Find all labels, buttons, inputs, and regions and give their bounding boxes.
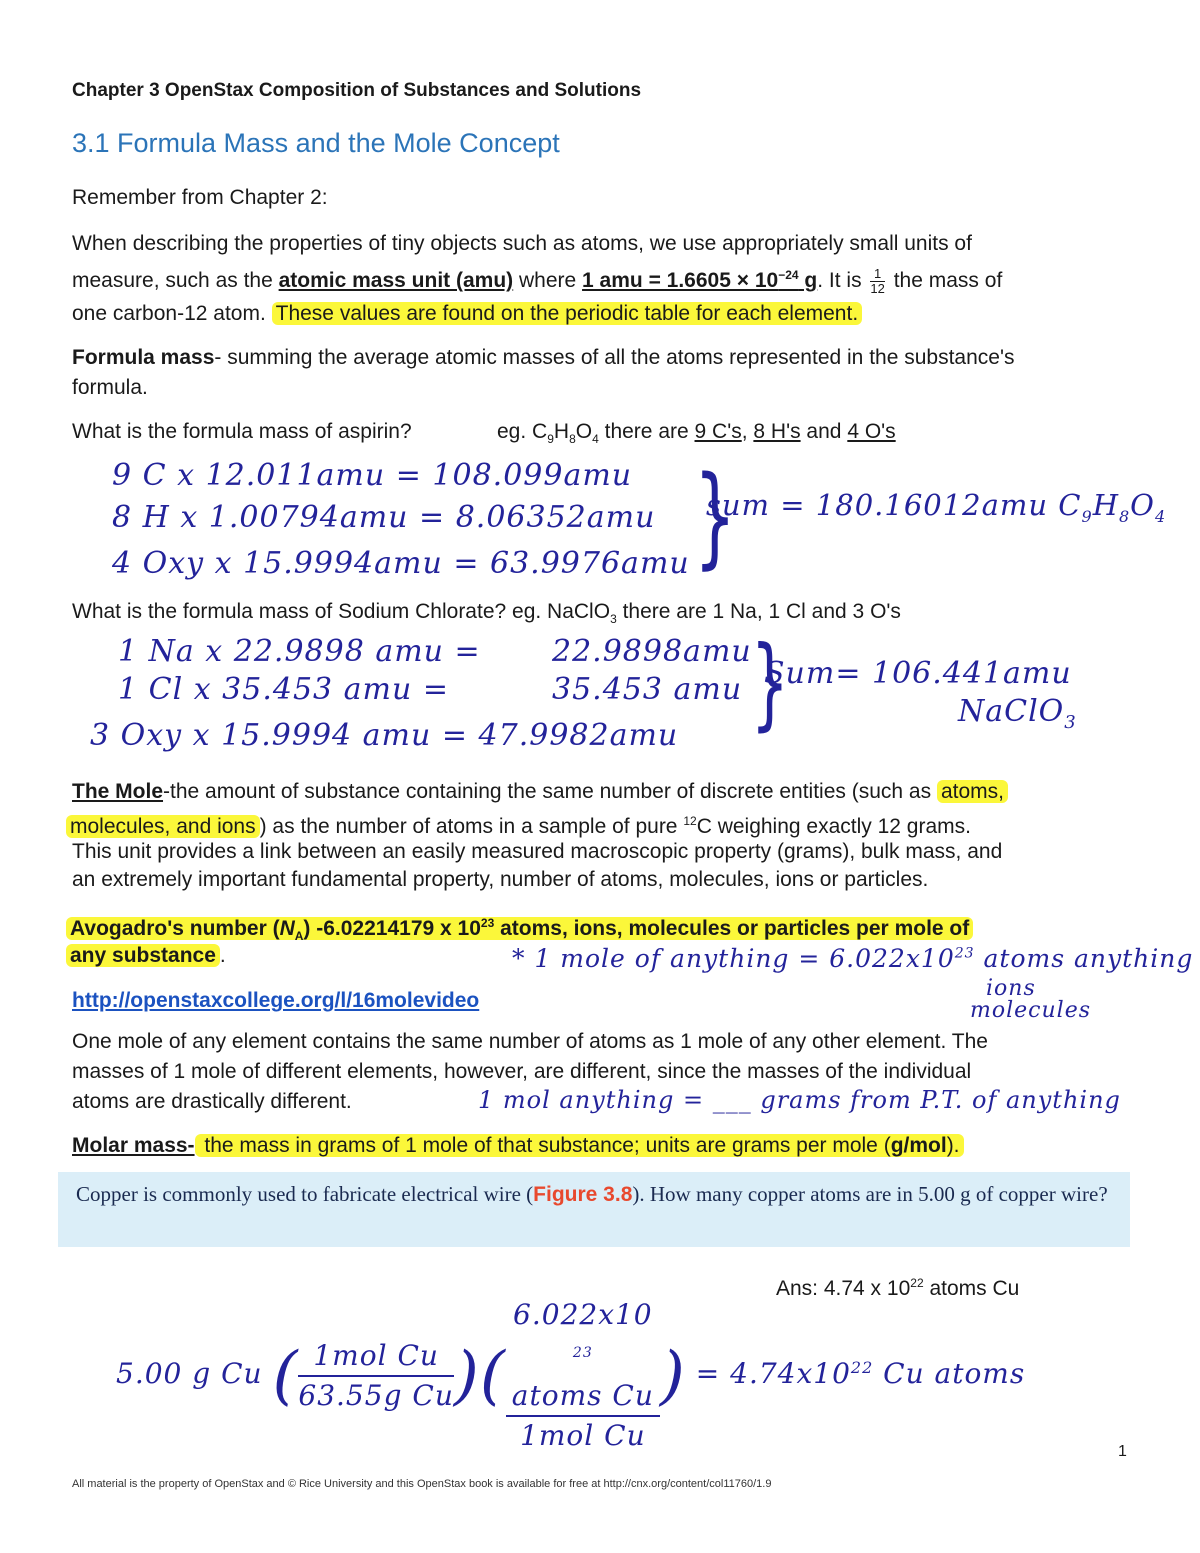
sodium-chlorate-question: What is the formula mass of Sodium Chlorate? eg. NaClO$_3$ there are 1 Na, 1 Cl and 3 O's <box>72 600 901 627</box>
left-paren-icon: ( <box>272 1338 299 1413</box>
footer-copyright: All material is the property of OpenStax and © Rice University and this OpenStax book is available for free at http://cnx.org/content/col11760/1.9 <box>72 1478 772 1490</box>
avogadro-definition-line2: any substance . <box>66 940 226 971</box>
right-paren-icon: ) <box>659 1338 686 1413</box>
amu-paragraph-line2: measure, such as the atomic mass unit (amu) where 1 amu = $1.6605 \times 10^{-24}$ g. It is $\frac{1}{12}$ the mass of <box>72 265 1003 296</box>
example-answer: Ans: 4.74 x $10^{22}$ atoms Cu <box>776 1276 1020 1300</box>
remember-line: Remember from Chapter 2: <box>72 186 328 209</box>
aspirin-question: What is the formula mass of aspirin? <box>72 420 412 443</box>
handwritten-aspirin-sum: sum = 180.16012amu $C_9H_8O_4$ <box>706 488 1167 526</box>
right-paren-icon: ) <box>453 1338 480 1413</box>
handwritten-fraction-avogadro: 6.022x10 $^{23}$ atoms Cu 1mol Cu <box>506 1296 660 1455</box>
handwritten-nacl-formula: NaClO$_3$ <box>958 694 1077 733</box>
left-paren-icon: ( <box>479 1338 506 1413</box>
brace-icon: } <box>694 452 736 580</box>
molar-mass-term: Molar mass- <box>72 1134 195 1157</box>
handwritten-aspirin-hydrogen: 8 H x 1.00794amu = 8.06352amu <box>112 500 656 535</box>
handwritten-copper-solution: 5.00 g Cu ( 1mol Cu 63.55g Cu )( 6.022x10 $^{23}$ atoms Cu 1mol Cu ) = $4.74x10^{22}$ Cu atoms <box>116 1296 1025 1455</box>
handwritten-nacl-oxygen: 3 Oxy x 15.9994 amu = 47.9982amu <box>90 718 679 753</box>
mole-definition-line1: The Mole-the amount of substance containing the same number of discrete entities (such as atoms, <box>72 776 1008 807</box>
brace-icon: } <box>750 624 789 741</box>
amu-paragraph-line1: When describing the properties of tiny objects such as atoms, we use appropriately small units of <box>72 232 972 255</box>
amu-term: atomic mass unit (amu) <box>278 269 514 292</box>
handwritten-nacl-sum: Sum= 106.441amu <box>764 656 1072 691</box>
handwritten-nacl-sodium: 1 Na x 22.9898 amu = <box>118 634 481 669</box>
handwritten-fraction-molar-mass: 1mol Cu 63.55g Cu <box>298 1338 454 1412</box>
mole-definition-line4: an extremely important fundamental property, number of atoms, molecules, ions or particles. <box>72 868 929 891</box>
handwritten-aspirin-carbon: 9 C x 12.011amu = 108.099amu <box>112 458 633 493</box>
mole-video-link[interactable]: http://openstaxcollege.org/l/16molevideo <box>72 989 480 1012</box>
one-mole-line1: One mole of any element contains the same number of atoms as 1 mole of any other element. The <box>72 1030 988 1053</box>
amu-paragraph-line3: one carbon-12 atom. These values are found on the periodic table for each element. <box>72 298 862 329</box>
handwritten-nacl-sodium-value: 22.9898amu <box>552 634 752 669</box>
handwritten-nacl-chlorine-value: 35.453 amu <box>552 672 743 707</box>
handwritten-nacl-chlorine: 1 Cl x 35.453 amu = <box>118 672 449 707</box>
figure-reference: Figure 3.8 <box>533 1183 633 1206</box>
molar-mass-definition: Molar mass- the mass in grams of 1 mole of that substance; units are grams per mole (g/mol). <box>72 1130 964 1161</box>
example-question: Copper is commonly used to fabricate electrical wire (Figure 3.8). How many copper atoms are in 5.00 g of copper wire? <box>76 1182 1108 1206</box>
aspirin-example: eg. $C_9H_8O_4$ there are 9 C's, 8 H's and 4 O's <box>497 420 896 447</box>
one-twelfth-fraction: $\frac{1}{12}$ <box>870 265 885 296</box>
chapter-title: Chapter 3 OpenStax Composition of Substances and Solutions <box>72 80 642 101</box>
section-title: 3.1 Formula Mass and the Mole Concept <box>72 128 560 158</box>
formula-mass-term: Formula mass <box>72 346 215 369</box>
formula-mass-definition-line2: formula. <box>72 376 148 399</box>
mole-term: The Mole <box>72 780 164 803</box>
formula-mass-definition: Formula mass- summing the average atomic masses of all the atoms represented in the substance's <box>72 346 1015 369</box>
one-mole-line2: masses of 1 mole of different elements, however, are different, since the masses of the individual <box>72 1060 972 1083</box>
handwritten-ions: ions <box>986 976 1036 1001</box>
handwritten-avogadro-note: * 1 mole of anything = $6.022x10^{23}$ atoms anything <box>512 944 1194 973</box>
page-number: 1 <box>1118 1443 1127 1460</box>
one-mole-line3: atoms are drastically different. <box>72 1090 352 1113</box>
amu-value: 1 amu = $1.6605 \times 10^{-24}$ g <box>582 268 818 292</box>
mole-definition-line3: This unit provides a link between an easily measured macroscopic property (grams), bulk mass, and <box>72 840 1003 863</box>
handwritten-molecules: molecules <box>970 998 1091 1023</box>
handwritten-molar-note: 1 mol anything = ___ grams from P.T. of anything <box>478 1086 1121 1114</box>
avogadro-definition-line1: Avogadro's number $(N_A)$ -6.02214179 x $10^{23}$ atoms, ions, molecules or particles per mole of <box>66 908 973 952</box>
mole-definition-line2: molecules, and ions ) as the number of atoms in a sample of pure $^{12}$C weighing exactly 12 grams. <box>66 806 971 842</box>
periodic-table-highlight: These values are found on the periodic table for each element. <box>272 302 863 325</box>
handwritten-aspirin-oxygen: 4 Oxy x 15.9994amu = 63.9976amu <box>112 546 690 581</box>
